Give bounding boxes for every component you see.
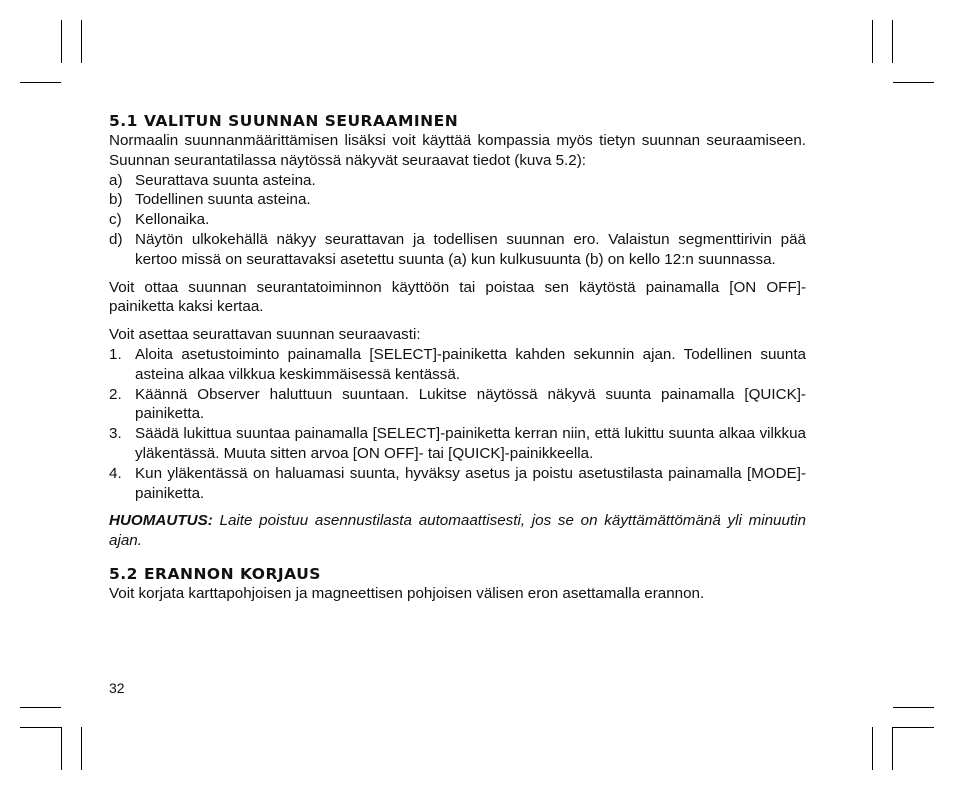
crop-mark: [81, 20, 82, 63]
list-marker: c): [109, 211, 122, 229]
crop-mark: [893, 707, 934, 708]
list-item: [109, 464, 806, 504]
crop-mark: [61, 727, 62, 770]
list-text: Käännä Observer haluttuun suuntaan. Lukitse näytössä näkyvä suunta painamalla [QUICK]-painiketta.: [135, 385, 806, 423]
section-title: VALITUN SUUNNAN SEURAAMINEN: [143, 112, 459, 130]
document-page: [109, 112, 806, 604]
crop-mark: [892, 20, 893, 63]
list-item: [109, 345, 806, 385]
crop-mark: [893, 82, 934, 83]
list-marker: 4.: [109, 464, 122, 482]
list-item: [109, 230, 806, 270]
crop-mark: [872, 727, 873, 770]
list-text: Kun yläkentässä on haluamasi suunta, hyväksy asetus ja poistu asetustilasta painamalla [MODE]-painiketta.: [135, 464, 806, 502]
list-item: [109, 424, 806, 464]
setup-intro-paragraph: Voit asettaa seurattavan suunnan seuraavasti:: [109, 326, 421, 344]
note-label: HUOMAUTUS:: [109, 512, 213, 530]
crop-mark: [20, 82, 61, 83]
list-item: [109, 190, 806, 210]
list-marker: 2.: [109, 385, 122, 403]
page-number: 32: [109, 680, 125, 696]
crop-mark: [81, 727, 82, 770]
list-item: [109, 171, 806, 191]
list-text: Näytön ulkokehällä näkyy seurattavan ja todellisen suunnan ero. Valaistun segmenttirivin pää kertoo missä on seurattavaksi asetettu suunta (a) kun kulkusuunta (b) on kello 12:n suunnassa.: [135, 230, 806, 268]
toggle-paragraph: Voit ottaa suunnan seurantatoiminnon käyttöön tai poistaa sen käytöstä painamalla [ON OFF]-painiketta kaksi kertaa.: [109, 278, 806, 316]
list-text: Kellonaika.: [135, 211, 210, 229]
declination-paragraph: Voit korjata karttapohjoisen ja magneettisen pohjoisen välisen eron asettamalla erannon.: [109, 584, 705, 602]
list-text: Säädä lukittua suuntaa painamalla [SELECT]-painiketta kerran niin, että lukittu suunta alkaa vilkkua yläkentässä. Muuta sitten arvoa [ON OFF]- tai [QUICK]-painikkeella.: [135, 425, 806, 462]
list-text: Aloita asetustoiminto painamalla [SELECT]-painiketta kahden sekunnin ajan. Todellinen suunta asteina alkaa vilkkua keskimmäisessä kentässä.: [135, 345, 806, 383]
crop-mark: [20, 727, 61, 728]
section-title: ERANNON KORJAUS: [143, 564, 321, 583]
crop-mark: [61, 20, 62, 63]
list-marker: a): [109, 171, 123, 189]
list-text: Todellinen suunta asteina.: [135, 191, 311, 209]
section-number: 5.2: [109, 564, 138, 583]
display-info-list: [109, 171, 806, 270]
list-marker: d): [109, 230, 123, 248]
list-marker: 1.: [109, 345, 122, 363]
note-paragraph: [109, 511, 806, 551]
list-item: [109, 210, 806, 230]
intro-paragraph: Normaalin suunnanmäärittämisen lisäksi voit käyttää kompassia myös tietyn suunnan seuraamiseen. Suunnan seurantatilassa näytössä näkyvät seuraavat tiedot (kuva 5.2):: [109, 132, 806, 169]
list-item: [109, 385, 806, 425]
crop-mark: [20, 707, 61, 708]
crop-mark: [892, 727, 893, 770]
list-marker: b): [109, 191, 123, 209]
setup-steps-list: [109, 345, 806, 503]
section-heading: [109, 565, 806, 584]
note-text: Laite poistuu asennustilasta automaattisesti, jos se on käyttämättömänä yli minuutin ajan.: [109, 512, 806, 550]
crop-mark: [872, 20, 873, 63]
list-marker: 3.: [109, 425, 122, 443]
section-heading: [109, 112, 806, 131]
list-text: Seurattava suunta asteina.: [135, 171, 316, 189]
crop-mark: [893, 727, 934, 728]
section-number: 5.1: [109, 112, 138, 130]
